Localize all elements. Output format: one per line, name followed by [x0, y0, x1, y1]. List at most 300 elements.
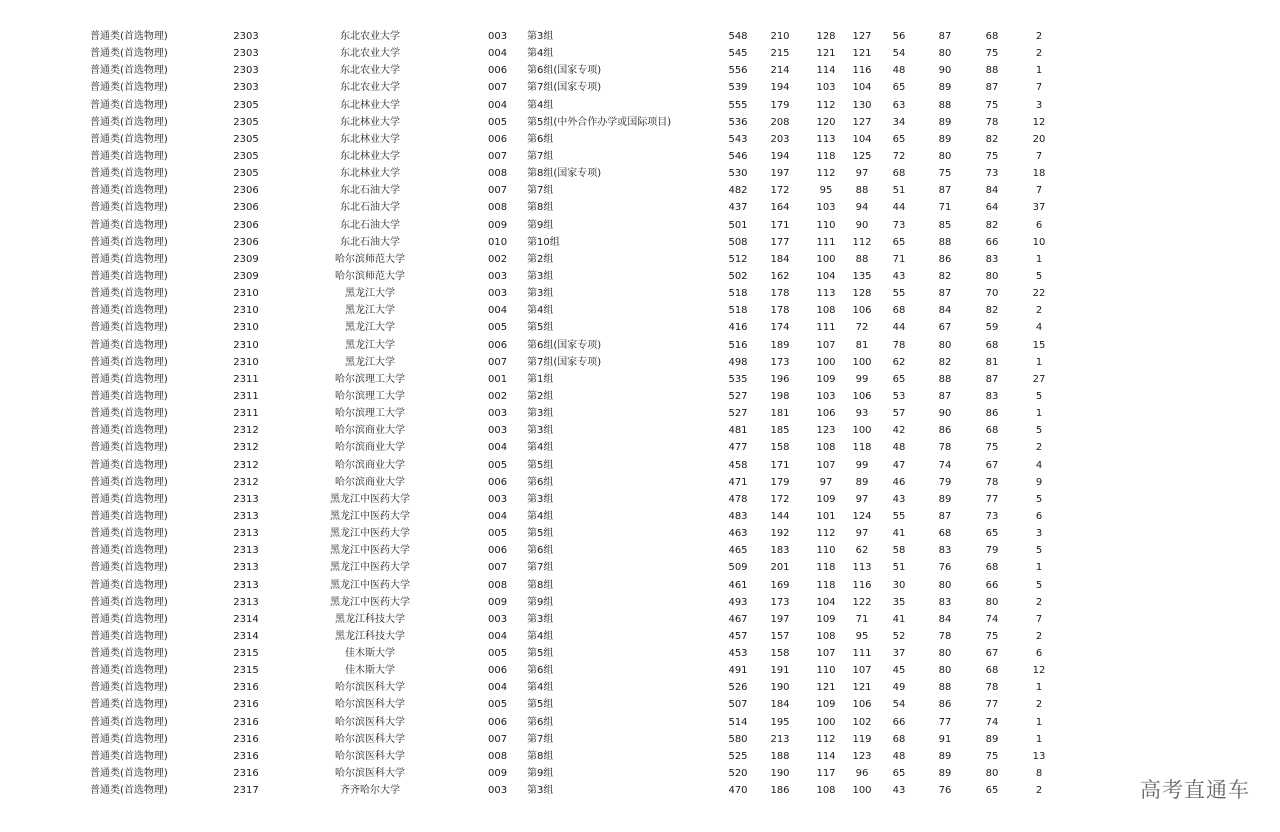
school-code-cell: 2311	[233, 408, 259, 420]
score-foreign-cell: 106	[852, 699, 872, 711]
score-sub1-cell: 30	[892, 579, 906, 591]
score-sub3-cell: 75	[985, 630, 999, 642]
score-chinese-cell: 171	[770, 459, 790, 471]
plan-count-cell: 5	[1035, 493, 1043, 505]
category-cell: 普通类(首选物理)	[90, 545, 168, 557]
score-foreign-cell: 127	[852, 31, 872, 42]
score-chinese-cell: 210	[770, 31, 790, 42]
group-code-cell: 002	[488, 253, 508, 265]
plan-count-cell: 27	[1032, 373, 1046, 385]
table-row	[0, 251, 1280, 268]
score-sub2-cell: 68	[938, 528, 952, 540]
group-name-cell: 第9组	[527, 596, 554, 608]
score-foreign-cell: 135	[852, 270, 872, 282]
score-chinese-cell: 215	[770, 48, 790, 60]
score-foreign-cell: 111	[852, 648, 872, 660]
group-name-cell: 第4组	[527, 48, 554, 60]
category-cell: 普通类(首选物理)	[90, 716, 168, 728]
score-foreign-cell: 102	[852, 716, 872, 728]
plan-count-cell: 12	[1032, 665, 1046, 677]
group-name-cell: 第8组	[527, 579, 554, 591]
score-chinese-cell: 189	[770, 339, 790, 351]
table-row	[0, 611, 1280, 628]
score-sub1-cell: 63	[892, 99, 906, 111]
group-code-cell: 003	[488, 31, 508, 42]
score-sub2-cell: 82	[938, 270, 952, 282]
min-score-cell: 461	[728, 579, 748, 591]
score-chinese-cell: 201	[770, 562, 790, 574]
category-cell: 普通类(首选物理)	[90, 65, 168, 77]
score-sub3-cell: 77	[985, 699, 999, 711]
score-foreign-cell: 88	[855, 253, 869, 265]
group-name-cell: 第6组(国家专项)	[527, 65, 602, 77]
plan-count-cell: 2	[1035, 630, 1043, 642]
score-chinese-cell: 158	[770, 442, 790, 454]
school-name-cell: 东北石油大学	[340, 185, 400, 197]
table-row	[0, 62, 1280, 79]
score-chinese-cell: 194	[770, 150, 790, 162]
score-sub3-cell: 68	[985, 562, 999, 574]
plan-count-cell: 2	[1035, 305, 1043, 317]
group-code-cell: 007	[488, 150, 508, 162]
score-sub2-cell: 88	[938, 99, 952, 111]
school-name-cell: 黑龙江科技大学	[335, 630, 405, 642]
group-name-cell: 第4组	[527, 442, 554, 454]
table-row	[0, 559, 1280, 576]
plan-count-cell: 1	[1035, 356, 1043, 368]
score-sub2-cell: 80	[938, 648, 952, 660]
score-sub2-cell: 86	[938, 425, 952, 437]
score-foreign-cell: 100	[852, 356, 872, 368]
score-foreign-cell: 112	[852, 236, 872, 248]
group-name-cell: 第4组	[527, 630, 554, 642]
group-code-cell: 005	[488, 116, 508, 128]
min-score-cell: 526	[728, 682, 748, 694]
score-sub1-cell: 45	[892, 665, 906, 677]
table-row	[0, 714, 1280, 731]
group-name-cell: 第7组(国家专项)	[527, 82, 602, 94]
min-score-cell: 546	[728, 150, 748, 162]
group-name-cell: 第7组	[527, 185, 554, 197]
plan-count-cell: 2	[1035, 48, 1043, 60]
min-score-cell: 518	[728, 305, 748, 317]
group-code-cell: 005	[488, 648, 508, 660]
score-chinese-cell: 214	[770, 65, 790, 77]
min-score-cell: 556	[728, 65, 748, 77]
group-code-cell: 007	[488, 185, 508, 197]
score-foreign-cell: 97	[855, 168, 869, 180]
group-name-cell: 第7组	[527, 562, 554, 574]
category-cell: 普通类(首选物理)	[90, 768, 168, 780]
school-name-cell: 哈尔滨医科大学	[335, 682, 405, 694]
score-sub2-cell: 79	[938, 476, 952, 488]
score-math-cell: 108	[816, 630, 836, 642]
score-math-cell: 114	[816, 750, 836, 762]
table-row	[0, 474, 1280, 491]
group-name-cell: 第3组	[527, 425, 554, 437]
score-sub1-cell: 66	[892, 716, 906, 728]
table-row	[0, 645, 1280, 662]
score-chinese-cell: 177	[770, 236, 790, 248]
category-cell: 普通类(首选物理)	[90, 356, 168, 368]
score-foreign-cell: 97	[855, 493, 869, 505]
group-name-cell: 第1组	[527, 373, 554, 385]
score-foreign-cell: 72	[855, 322, 869, 334]
score-sub3-cell: 75	[985, 150, 999, 162]
score-foreign-cell: 128	[852, 288, 872, 300]
table-row	[0, 165, 1280, 182]
group-code-cell: 010	[488, 236, 508, 248]
school-code-cell: 2313	[233, 528, 259, 540]
group-code-cell: 003	[488, 288, 508, 300]
school-name-cell: 黑龙江中医药大学	[330, 562, 410, 574]
score-sub3-cell: 74	[985, 613, 999, 625]
school-code-cell: 2315	[233, 648, 259, 660]
school-name-cell: 东北农业大学	[340, 48, 400, 60]
school-name-cell: 东北农业大学	[340, 31, 400, 42]
score-sub3-cell: 66	[985, 236, 999, 248]
score-math-cell: 101	[816, 510, 836, 522]
table-row	[0, 114, 1280, 131]
plan-count-cell: 8	[1035, 768, 1043, 780]
score-math-cell: 108	[816, 305, 836, 317]
category-cell: 普通类(首选物理)	[90, 373, 168, 385]
group-name-cell: 第3组	[527, 270, 554, 282]
table-row	[0, 508, 1280, 525]
plan-count-cell: 22	[1032, 288, 1046, 300]
group-code-cell: 009	[488, 768, 508, 780]
score-sub3-cell: 82	[985, 219, 999, 231]
plan-count-cell: 5	[1035, 545, 1043, 557]
score-math-cell: 107	[816, 459, 836, 471]
score-sub3-cell: 65	[985, 528, 999, 540]
group-name-cell: 第7组(国家专项)	[527, 356, 602, 368]
group-name-cell: 第10组	[527, 236, 560, 248]
score-math-cell: 110	[816, 219, 836, 231]
school-code-cell: 2306	[233, 185, 259, 197]
min-score-cell: 516	[728, 339, 748, 351]
score-foreign-cell: 130	[852, 99, 872, 111]
group-name-cell: 第3组	[527, 288, 554, 300]
score-foreign-cell: 121	[852, 682, 872, 694]
score-chinese-cell: 198	[770, 390, 790, 402]
school-code-cell: 2313	[233, 510, 259, 522]
group-name-cell: 第3组	[527, 613, 554, 625]
score-sub1-cell: 56	[892, 31, 906, 42]
score-foreign-cell: 118	[852, 442, 872, 454]
score-chinese-cell: 208	[770, 116, 790, 128]
school-code-cell: 2313	[233, 562, 259, 574]
category-cell: 普通类(首选物理)	[90, 150, 168, 162]
category-cell: 普通类(首选物理)	[90, 322, 168, 334]
score-sub2-cell: 86	[938, 699, 952, 711]
category-cell: 普通类(首选物理)	[90, 733, 168, 745]
school-code-cell: 2315	[233, 665, 259, 677]
score-chinese-cell: 172	[770, 185, 790, 197]
score-sub1-cell: 68	[892, 305, 906, 317]
score-sub1-cell: 54	[892, 699, 906, 711]
min-score-cell: 543	[728, 133, 748, 145]
category-cell: 普通类(首选物理)	[90, 442, 168, 454]
watermark-logo-text: 高考直通车	[1140, 778, 1250, 802]
score-sub1-cell: 41	[892, 528, 906, 540]
group-code-cell: 005	[488, 528, 508, 540]
score-foreign-cell: 107	[852, 665, 872, 677]
min-score-cell: 437	[728, 202, 748, 214]
group-name-cell: 第8组	[527, 750, 554, 762]
group-code-cell: 007	[488, 733, 508, 745]
score-sub2-cell: 87	[938, 31, 952, 42]
school-name-cell: 哈尔滨商业大学	[335, 442, 405, 454]
group-name-cell: 第2组	[527, 390, 554, 402]
school-name-cell: 黑龙江大学	[345, 288, 395, 300]
score-sub1-cell: 51	[892, 562, 906, 574]
score-sub3-cell: 86	[985, 408, 999, 420]
category-cell: 普通类(首选物理)	[90, 682, 168, 694]
school-code-cell: 2305	[233, 150, 259, 162]
score-sub3-cell: 64	[985, 202, 999, 214]
score-foreign-cell: 88	[855, 185, 869, 197]
table-row	[0, 731, 1280, 748]
score-sub1-cell: 65	[892, 373, 906, 385]
score-sub2-cell: 88	[938, 682, 952, 694]
group-code-cell: 004	[488, 682, 508, 694]
score-math-cell: 97	[819, 476, 833, 488]
school-code-cell: 2303	[233, 82, 259, 94]
score-sub1-cell: 65	[892, 133, 906, 145]
min-score-cell: 555	[728, 99, 748, 111]
school-name-cell: 哈尔滨理工大学	[335, 390, 405, 402]
category-cell: 普通类(首选物理)	[90, 288, 168, 300]
score-chinese-cell: 174	[770, 322, 790, 334]
table-row	[0, 405, 1280, 422]
score-sub2-cell: 80	[938, 665, 952, 677]
score-chinese-cell: 162	[770, 270, 790, 282]
table-row	[0, 79, 1280, 96]
score-sub2-cell: 89	[938, 768, 952, 780]
score-chinese-cell: 197	[770, 168, 790, 180]
category-cell: 普通类(首选物理)	[90, 219, 168, 231]
score-sub3-cell: 73	[985, 168, 999, 180]
score-sub2-cell: 78	[938, 630, 952, 642]
score-sub1-cell: 44	[892, 322, 906, 334]
plan-count-cell: 10	[1032, 236, 1046, 248]
category-cell: 普通类(首选物理)	[90, 579, 168, 591]
school-name-cell: 黑龙江中医药大学	[330, 579, 410, 591]
plan-count-cell: 7	[1035, 185, 1043, 197]
score-math-cell: 107	[816, 339, 836, 351]
category-cell: 普通类(首选物理)	[90, 596, 168, 608]
school-code-cell: 2314	[233, 613, 259, 625]
school-code-cell: 2316	[233, 733, 259, 745]
score-math-cell: 114	[816, 65, 836, 77]
group-name-cell: 第5组(中外合作办学或国际项目)	[527, 116, 672, 128]
category-cell: 普通类(首选物理)	[90, 510, 168, 522]
score-foreign-cell: 127	[852, 116, 872, 128]
min-score-cell: 520	[728, 768, 748, 780]
score-sub3-cell: 68	[985, 339, 999, 351]
plan-count-cell: 1	[1035, 65, 1043, 77]
school-name-cell: 东北农业大学	[340, 82, 400, 94]
score-sub2-cell: 89	[938, 116, 952, 128]
score-sub3-cell: 89	[985, 733, 999, 745]
table-row	[0, 234, 1280, 251]
score-math-cell: 118	[816, 562, 836, 574]
score-sub3-cell: 79	[985, 545, 999, 557]
school-code-cell: 2316	[233, 750, 259, 762]
score-foreign-cell: 100	[852, 785, 872, 797]
score-sub1-cell: 35	[892, 596, 906, 608]
score-foreign-cell: 119	[852, 733, 872, 745]
school-code-cell: 2306	[233, 236, 259, 248]
school-code-cell: 2303	[233, 65, 259, 77]
score-chinese-cell: 185	[770, 425, 790, 437]
school-name-cell: 东北石油大学	[340, 219, 400, 231]
category-cell: 普通类(首选物理)	[90, 750, 168, 762]
school-name-cell: 黑龙江中医药大学	[330, 596, 410, 608]
score-sub3-cell: 87	[985, 82, 999, 94]
table-row	[0, 696, 1280, 713]
score-sub3-cell: 78	[985, 682, 999, 694]
school-name-cell: 哈尔滨理工大学	[335, 408, 405, 420]
min-score-cell: 518	[728, 288, 748, 300]
score-foreign-cell: 116	[852, 579, 872, 591]
score-sub2-cell: 87	[938, 390, 952, 402]
score-sub1-cell: 68	[892, 733, 906, 745]
min-score-cell: 453	[728, 648, 748, 660]
plan-count-cell: 1	[1035, 408, 1043, 420]
min-score-cell: 525	[728, 750, 748, 762]
score-sub3-cell: 74	[985, 716, 999, 728]
table-row	[0, 457, 1280, 474]
group-name-cell: 第6组(国家专项)	[527, 339, 602, 351]
min-score-cell: 508	[728, 236, 748, 248]
min-score-cell: 477	[728, 442, 748, 454]
group-code-cell: 004	[488, 99, 508, 111]
plan-count-cell: 4	[1035, 459, 1043, 471]
school-name-cell: 哈尔滨商业大学	[335, 476, 405, 488]
score-math-cell: 118	[816, 579, 836, 591]
school-code-cell: 2312	[233, 459, 259, 471]
score-math-cell: 109	[816, 493, 836, 505]
group-name-cell: 第6组	[527, 665, 554, 677]
score-sub3-cell: 65	[985, 785, 999, 797]
score-sub1-cell: 44	[892, 202, 906, 214]
school-name-cell: 哈尔滨医科大学	[335, 750, 405, 762]
score-sub1-cell: 58	[892, 545, 906, 557]
school-name-cell: 哈尔滨医科大学	[335, 699, 405, 711]
score-sub1-cell: 73	[892, 219, 906, 231]
school-code-cell: 2316	[233, 716, 259, 728]
min-score-cell: 470	[728, 785, 748, 797]
score-sub3-cell: 77	[985, 493, 999, 505]
score-sub1-cell: 37	[892, 648, 906, 660]
category-cell: 普通类(首选物理)	[90, 665, 168, 677]
min-score-cell: 498	[728, 356, 748, 368]
score-sub3-cell: 68	[985, 31, 999, 42]
score-sub2-cell: 84	[938, 613, 952, 625]
plan-count-cell: 18	[1032, 168, 1046, 180]
table-row	[0, 371, 1280, 388]
table-row	[0, 131, 1280, 148]
score-math-cell: 117	[816, 768, 836, 780]
school-code-cell: 2317	[233, 785, 259, 797]
score-foreign-cell: 97	[855, 528, 869, 540]
school-name-cell: 东北林业大学	[340, 116, 400, 128]
school-name-cell: 黑龙江中医药大学	[330, 510, 410, 522]
table-row	[0, 285, 1280, 302]
score-foreign-cell: 94	[855, 202, 869, 214]
group-code-cell: 008	[488, 168, 508, 180]
score-sub3-cell: 84	[985, 185, 999, 197]
group-code-cell: 003	[488, 270, 508, 282]
plan-count-cell: 7	[1035, 613, 1043, 625]
plan-count-cell: 20	[1032, 133, 1046, 145]
score-math-cell: 112	[816, 99, 836, 111]
category-cell: 普通类(首选物理)	[90, 185, 168, 197]
plan-count-cell: 37	[1032, 202, 1046, 214]
group-code-cell: 006	[488, 716, 508, 728]
score-math-cell: 106	[816, 408, 836, 420]
score-sub2-cell: 84	[938, 305, 952, 317]
table-row	[0, 388, 1280, 405]
group-code-cell: 003	[488, 408, 508, 420]
score-foreign-cell: 93	[855, 408, 869, 420]
score-foreign-cell: 100	[852, 425, 872, 437]
category-cell: 普通类(首选物理)	[90, 133, 168, 145]
score-sub2-cell: 80	[938, 150, 952, 162]
group-code-cell: 006	[488, 65, 508, 77]
category-cell: 普通类(首选物理)	[90, 236, 168, 248]
group-code-cell: 008	[488, 202, 508, 214]
plan-count-cell: 2	[1035, 31, 1043, 42]
table-row	[0, 182, 1280, 199]
school-name-cell: 哈尔滨医科大学	[335, 716, 405, 728]
score-math-cell: 104	[816, 596, 836, 608]
score-math-cell: 100	[816, 716, 836, 728]
school-code-cell: 2312	[233, 442, 259, 454]
score-chinese-cell: 158	[770, 648, 790, 660]
score-foreign-cell: 99	[855, 459, 869, 471]
category-cell: 普通类(首选物理)	[90, 476, 168, 488]
score-math-cell: 109	[816, 613, 836, 625]
min-score-cell: 536	[728, 116, 748, 128]
category-cell: 普通类(首选物理)	[90, 202, 168, 214]
min-score-cell: 483	[728, 510, 748, 522]
school-code-cell: 2305	[233, 168, 259, 180]
score-foreign-cell: 62	[855, 545, 869, 557]
score-foreign-cell: 89	[855, 476, 869, 488]
table-row	[0, 97, 1280, 114]
min-score-cell: 458	[728, 459, 748, 471]
score-sub2-cell: 89	[938, 750, 952, 762]
school-code-cell: 2313	[233, 596, 259, 608]
school-name-cell: 东北林业大学	[340, 99, 400, 111]
score-foreign-cell: 95	[855, 630, 869, 642]
table-row	[0, 748, 1280, 765]
score-sub2-cell: 88	[938, 373, 952, 385]
category-cell: 普通类(首选物理)	[90, 168, 168, 180]
score-chinese-cell: 213	[770, 733, 790, 745]
score-math-cell: 112	[816, 168, 836, 180]
school-name-cell: 佳木斯大学	[345, 665, 395, 677]
plan-count-cell: 4	[1035, 322, 1043, 334]
plan-count-cell: 7	[1035, 82, 1043, 94]
score-sub2-cell: 88	[938, 236, 952, 248]
score-sub1-cell: 46	[892, 476, 906, 488]
score-sub3-cell: 82	[985, 305, 999, 317]
min-score-cell: 478	[728, 493, 748, 505]
